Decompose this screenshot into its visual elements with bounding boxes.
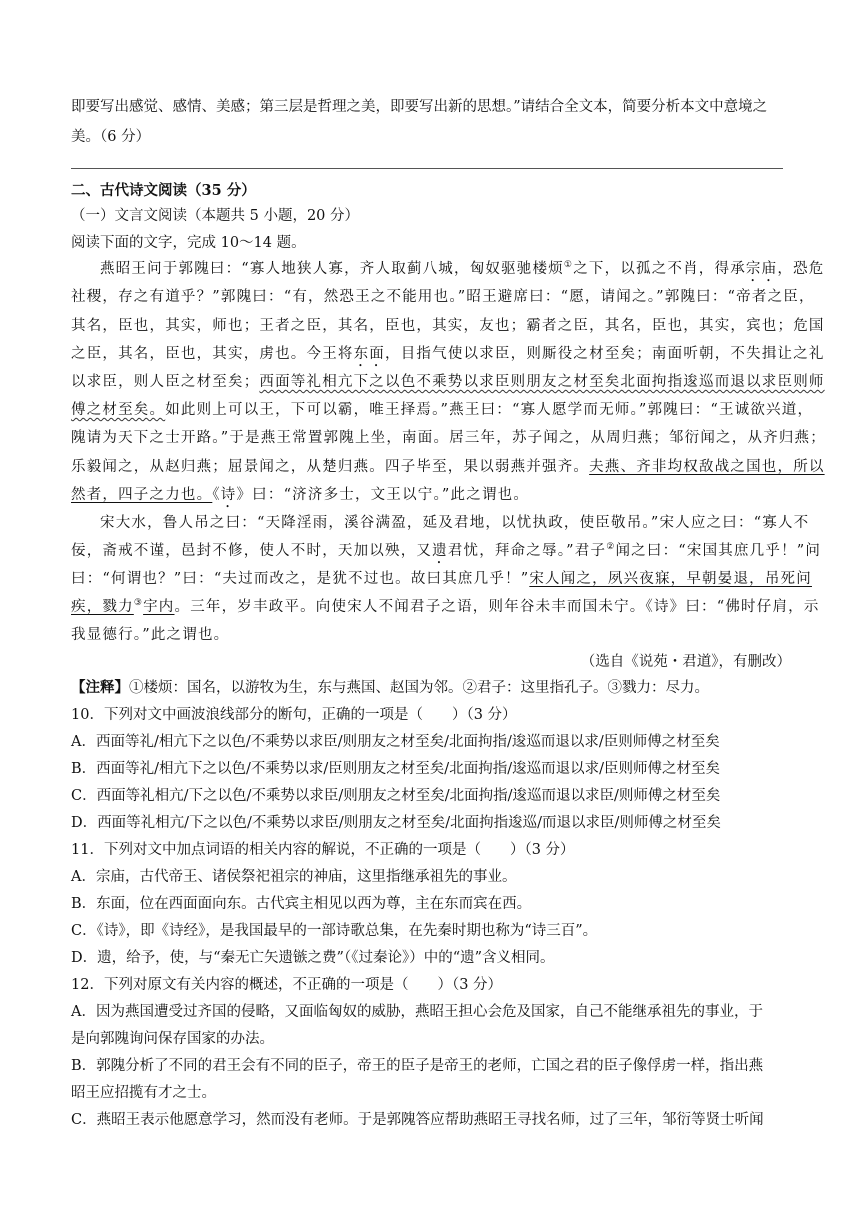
passage-line: 乐毅闻之，从赵归燕；屈景闻之，从楚归燕。四子毕至，果以弱燕并强齐。夫燕、齐非均权敌战之国也，所以 (71, 459, 825, 475)
q10-option-d[interactable]: D．西面等礼相亢/下之以色/不乘势以求臣/则朋友之材至矣/北面拘指逡巡/而退以求臣/则师傅之材至矣 (71, 815, 721, 831)
q11-option-d[interactable]: D．遗，给予，使，与“秦无亡矢遗镞之费”（《过秦论》）中的“遗”含义相同。 (71, 950, 555, 966)
instruction: 阅读下面的文字，完成 10～14 题。 (71, 235, 306, 251)
q12-option-a-cont[interactable]: 是向郭隗询问保存国家的办法。 (71, 1031, 274, 1047)
wavy-underline-text: 傅之材至矣。 (71, 402, 166, 418)
passage-line: 之臣，其名，臣也，其实，虏也。今王将东面，目指气使以求臣，则厮役之材至矣；南面听朝，不失揖让之礼 (71, 346, 825, 362)
dotted-word: 东面 (353, 346, 386, 362)
underlined-text: 疾，戮力 (71, 599, 134, 615)
passage-line: 傅之材至矣。如此则上可以王，下可以霸，唯王择焉。”燕王曰：“寡人愿学而无师。”郭隗曰：“王诚欲兴道， (71, 402, 814, 418)
underlined-text: 夫燕、齐非均权敌战之国也，所以 (589, 459, 825, 475)
q12-option-c[interactable]: C．燕昭王表示他愿意学习，然而没有老师。于是郭隗答应帮助燕昭王寻找名师，过了三年，邹衍等贤士听闻 (71, 1112, 764, 1128)
q10-option-b[interactable]: B．西面等礼/相亢下之以色/不乘势以求/臣则朋友之材至矣/北面拘指/逡巡而退以求/臣则师傅之材至矣 (71, 761, 720, 777)
question-10-stem: 10．下列对文中画波浪线部分的断句，正确的一项是（ ）（3 分） (71, 707, 517, 723)
passage-line: 隗请为天下之士开路。”于是燕王常置郭隗上坐，南面。居三年，苏子闻之，从周归燕；邹衍闻之，从齐归燕； (71, 430, 826, 446)
intro-line: 即要写出感觉、感情、美感；第三层是哲理之美，即要写出新的思想。”请结合全文本，简要分析本文中意境之 (71, 99, 768, 115)
notes: 【注释】①楼烦：国名，以游牧为生，东与燕国、赵国为邻。②君子：这里指孔子。③戮力：尽力。 (71, 679, 709, 696)
q10-option-c[interactable]: C．西面等礼相亢/下之以色/不乘势以求臣/则朋友之材至矣/北面拘指/逡巡而退以求臣/则师傅之材至矣 (71, 788, 721, 804)
subsection-title: （一）文言文阅读（本题共 5 小题，20 分） (71, 208, 360, 224)
passage-line: 以求臣，则人臣之材至矣；西面等礼相亢下之以色不乘势以求臣则朋友之材至矣北面拘指逡巡而退以求臣则师 (71, 374, 825, 390)
passage-line: 疾，戮力③宇内。三年，岁丰政平。向使宋人不闻君子之语，则年谷未丰而国未宁。《诗》曰：“佛时仔肩，示 (71, 598, 820, 615)
underlined-text: 然者，四子之力也。 (71, 487, 213, 503)
passage-line: 我显德行。”此之谓也。 (71, 627, 230, 643)
q12-option-a[interactable]: A．因为燕国遭受过齐国的侵略，又面临匈奴的威胁，燕昭王担心会危及国家，自己不能继承祖先的事业，于 (71, 1004, 763, 1020)
q11-option-b[interactable]: B．东面，位在西面面向东。古代宾主相见以西为尊，主在东而宾在西。 (71, 896, 532, 912)
passage-line: 燕昭王问于郭隗曰：“寡人地狭人寡，齐人取蓟八城，匈奴驱驰楼烦①之下，以孤之不肖，得承宗庙，恐危 (100, 260, 825, 277)
q11-option-a[interactable]: A．宗庙，古代帝王、诸侯祭祀祖宗的神庙，这里指继承祖先的事业。 (71, 869, 517, 885)
passage-line: 其名，臣也，其实，师也；王者之臣，其名，臣也，其实，友也；霸者之臣，其名，臣也，其实，宾也；危国 (71, 318, 825, 334)
dotted-word: 遗 (432, 543, 448, 559)
question-12-stem: 12．下列对原文有关内容的概述，不正确的一项是（ ）（3 分） (71, 977, 503, 993)
wavy-underline-text: 西面等礼相亢下之以色不乘势以求臣则朋友之材至矣北面拘指逡巡而退以求臣则师 (259, 374, 825, 390)
underlined-text: 宇内 (143, 599, 175, 615)
passage-line: 佞，斋戒不谨，邑封不修，使人不时，天加以殃，又遗君忧，拜命之辱。”君子②闻之曰：“宋国其庶几乎！”问 (71, 542, 822, 559)
question-11-stem: 11．下列对文中加点词语的相关内容的解说，不正确的一项是（ ）（3 分） (71, 842, 575, 858)
section-title: 二、古代诗文阅读（35 分） (71, 182, 256, 199)
intro-line: 美。（6 分） (71, 129, 151, 145)
passage-line: 宋大水，鲁人吊之曰：“天降淫雨，溪谷满盈，延及君地，以忧执政，使臣敬吊。”宋人应之曰：“寡人不 (100, 515, 810, 531)
dotted-word: 宗庙 (745, 261, 778, 277)
answer-line (71, 168, 783, 169)
passage-line: 然者，四子之力也。《诗》曰：“济济多士，文王以宁。”此之谓也。 (71, 487, 530, 503)
passage-line: 社稷，存之有道乎？”郭隗曰：“有，然恐王之不能用也。”昭王避席曰：“愿，请闻之。”郭隗曰：“帝者之臣， (71, 289, 815, 305)
q11-option-c[interactable]: C．《诗》，即《诗经》，是我国最早的一部诗歌总集，在先秦时期也称为“诗三百”。 (71, 923, 598, 939)
dotted-word: 诗 (220, 487, 237, 503)
passage-line: 曰：“何谓也？”曰：“夫过而改之，是犹不过也。故曰其庶几乎！”宋人闻之，夙兴夜寐，早朝晏退，吊死问 (71, 571, 812, 587)
q10-option-a[interactable]: A．西面等礼/相亢下之以色/不乘势以求臣/则朋友之材至矣/北面拘指/逡巡而退以求/臣则师傅之材至矣 (71, 734, 720, 750)
q12-option-b[interactable]: B．郭隗分析了不同的君王会有不同的臣子，帝王的臣子是帝王的老师，亡国之君的臣子像俘虏一样，指出燕 (71, 1058, 764, 1074)
source-citation: （选自《说苑・君道》，有删改） (580, 654, 791, 670)
q12-option-b-cont[interactable]: 昭王应招揽有才之士。 (71, 1085, 216, 1101)
underlined-text: 宋人闻之，夙兴夜寐，早朝晏退，吊死问 (529, 571, 812, 587)
